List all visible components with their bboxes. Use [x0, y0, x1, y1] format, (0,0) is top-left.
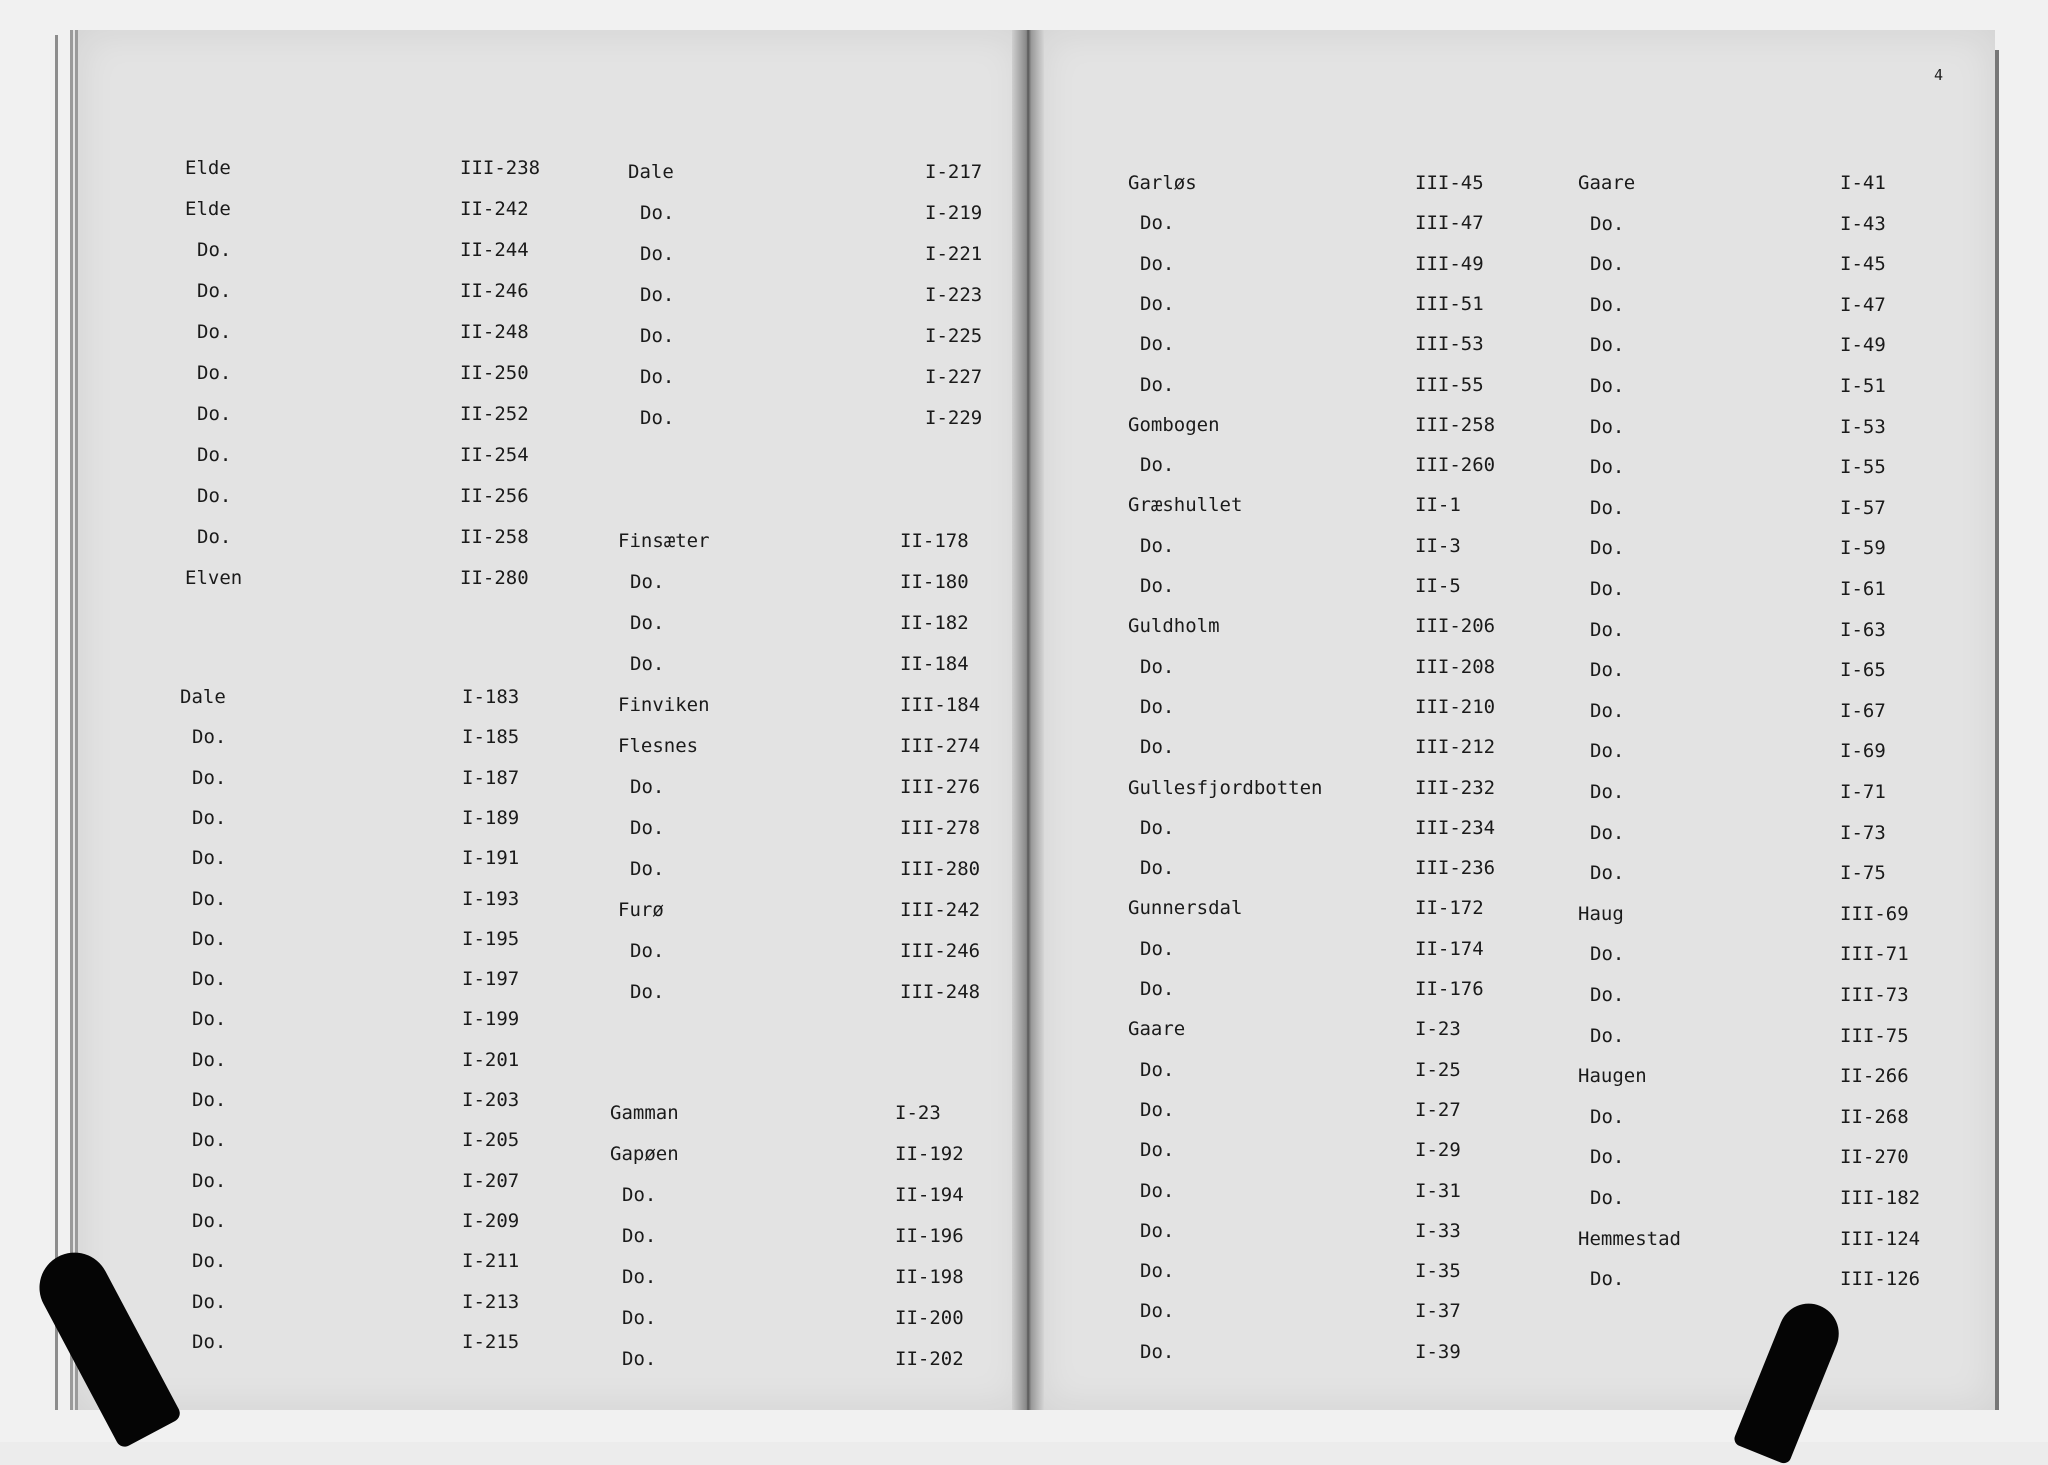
- entry-reference: III-55: [1415, 374, 1484, 396]
- entry-place: Finviken: [618, 694, 710, 716]
- entry-reference: III-184: [900, 694, 981, 716]
- entry-place: Do.: [192, 847, 227, 869]
- entry-place: Do.: [630, 571, 665, 593]
- entry-place: Do.: [1140, 1099, 1175, 1121]
- entry-reference: I-223: [925, 284, 983, 306]
- entry-place: Do.: [640, 407, 675, 429]
- entry-reference: I-39: [1415, 1341, 1461, 1363]
- entry-reference: III-232: [1415, 777, 1496, 799]
- entry-place: Do.: [1590, 1187, 1625, 1209]
- entry-reference: I-53: [1840, 416, 1886, 438]
- entry-place: Do.: [1590, 416, 1625, 438]
- entry-reference: I-207: [462, 1170, 520, 1192]
- entry-place: Do.: [192, 928, 227, 950]
- entry-reference: I-63: [1840, 619, 1886, 641]
- entry-reference: I-51: [1840, 375, 1886, 397]
- entry-reference: I-45: [1840, 253, 1886, 275]
- entry-reference: I-67: [1840, 700, 1886, 722]
- entry-reference: I-69: [1840, 740, 1886, 762]
- entry-reference: III-47: [1415, 212, 1484, 234]
- entry-reference: II-280: [460, 567, 529, 589]
- entry-place: Haug: [1578, 903, 1624, 925]
- entry-reference: I-75: [1840, 862, 1886, 884]
- entry-reference: III-182: [1840, 1187, 1921, 1209]
- entry-reference: I-221: [925, 243, 983, 265]
- entry-reference: III-234: [1415, 817, 1496, 839]
- entry-place: Do.: [622, 1307, 657, 1329]
- entry-place: Do.: [1140, 656, 1175, 678]
- entry-place: Do.: [1140, 817, 1175, 839]
- entry-reference: III-236: [1415, 857, 1496, 879]
- entry-place: Do.: [192, 1008, 227, 1030]
- entry-reference: III-206: [1415, 615, 1496, 637]
- entry-reference: I-49: [1840, 334, 1886, 356]
- entry-reference: III-71: [1840, 943, 1909, 965]
- entry-reference: I-199: [462, 1008, 520, 1030]
- entry-place: Do.: [1140, 1059, 1175, 1081]
- entry-reference: II-1: [1415, 494, 1461, 516]
- entry-reference: I-213: [462, 1291, 520, 1313]
- entry-place: Do.: [1590, 700, 1625, 722]
- entry-place: Do.: [622, 1348, 657, 1370]
- entry-place: Do.: [1140, 978, 1175, 1000]
- entry-reference: I-225: [925, 325, 983, 347]
- entry-place: Do.: [1590, 1268, 1625, 1290]
- entry-reference: III-208: [1415, 656, 1496, 678]
- entry-reference: II-5: [1415, 575, 1461, 597]
- entry-reference: I-25: [1415, 1059, 1461, 1081]
- entry-place: Do.: [1590, 943, 1625, 965]
- entry-reference: II-178: [900, 530, 969, 552]
- entry-reference: III-280: [900, 858, 981, 880]
- entry-place: Gunnersdal: [1128, 897, 1243, 919]
- book-gutter: [1012, 30, 1044, 1410]
- entry-place: Do.: [1590, 984, 1625, 1006]
- entry-place: Do.: [197, 362, 232, 384]
- entry-reference: I-31: [1415, 1180, 1461, 1202]
- entry-reference: I-189: [462, 807, 520, 829]
- entry-place: Do.: [1590, 862, 1625, 884]
- entry-reference: II-244: [460, 239, 529, 261]
- entry-reference: I-73: [1840, 822, 1886, 844]
- entry-place: Elde: [185, 157, 231, 179]
- entry-reference: II-182: [900, 612, 969, 634]
- entry-reference: III-260: [1415, 454, 1496, 476]
- entry-place: Do.: [192, 888, 227, 910]
- entry-reference: I-29: [1415, 1139, 1461, 1161]
- entry-place: Do.: [1140, 535, 1175, 557]
- entry-place: Do.: [197, 280, 232, 302]
- entry-reference: I-65: [1840, 659, 1886, 681]
- entry-reference: II-270: [1840, 1146, 1909, 1168]
- entry-reference: III-276: [900, 776, 981, 798]
- entry-place: Do.: [1590, 456, 1625, 478]
- entry-place: Do.: [640, 202, 675, 224]
- entry-place: Finsæter: [618, 530, 710, 552]
- entry-reference: II-202: [895, 1348, 964, 1370]
- entry-reference: I-209: [462, 1210, 520, 1232]
- entry-place: Flesnes: [618, 735, 699, 757]
- entry-reference: III-248: [900, 981, 981, 1003]
- entry-place: Do.: [192, 807, 227, 829]
- entry-reference: II-268: [1840, 1106, 1909, 1128]
- entry-place: Hemmestad: [1578, 1228, 1681, 1250]
- entry-place: Do.: [1140, 696, 1175, 718]
- entry-reference: II-196: [895, 1225, 964, 1247]
- entry-place: Do.: [1590, 497, 1625, 519]
- entry-place: Do.: [1140, 374, 1175, 396]
- entry-reference: I-219: [925, 202, 983, 224]
- entry-reference: II-200: [895, 1307, 964, 1329]
- entry-reference: II-172: [1415, 897, 1484, 919]
- entry-place: Do.: [1590, 619, 1625, 641]
- entry-place: Do.: [1590, 253, 1625, 275]
- entry-place: Do.: [622, 1184, 657, 1206]
- entry-place: Do.: [1590, 659, 1625, 681]
- entry-place: Do.: [1590, 1106, 1625, 1128]
- entry-reference: II-242: [460, 198, 529, 220]
- entry-reference: III-53: [1415, 333, 1484, 355]
- entry-place: Do.: [197, 485, 232, 507]
- entry-reference: II-246: [460, 280, 529, 302]
- entry-place: Do.: [1590, 294, 1625, 316]
- entry-place: Do.: [192, 1331, 227, 1353]
- entry-reference: III-45: [1415, 172, 1484, 194]
- entry-reference: II-180: [900, 571, 969, 593]
- entry-reference: III-212: [1415, 736, 1496, 758]
- entry-place: Do.: [1140, 454, 1175, 476]
- entry-place: Do.: [1140, 253, 1175, 275]
- entry-reference: I-27: [1415, 1099, 1461, 1121]
- entry-reference: II-256: [460, 485, 529, 507]
- left-page: [70, 30, 1023, 1410]
- entry-place: Do.: [192, 1049, 227, 1071]
- entry-place: Do.: [192, 767, 227, 789]
- entry-reference: III-274: [900, 735, 981, 757]
- entry-reference: I-183: [462, 686, 520, 708]
- entry-place: Do.: [1590, 1146, 1625, 1168]
- entry-place: Do.: [630, 858, 665, 880]
- entry-reference: I-59: [1840, 537, 1886, 559]
- entry-reference: II-248: [460, 321, 529, 343]
- entry-place: Do.: [192, 1210, 227, 1232]
- entry-reference: II-184: [900, 653, 969, 675]
- entry-reference: I-201: [462, 1049, 520, 1071]
- entry-place: Do.: [630, 612, 665, 634]
- entry-place: Gombogen: [1128, 414, 1220, 436]
- entry-reference: III-75: [1840, 1025, 1909, 1047]
- entry-place: Do.: [622, 1225, 657, 1247]
- entry-place: Do.: [192, 968, 227, 990]
- entry-place: Furø: [618, 899, 664, 921]
- entry-place: Do.: [1590, 213, 1625, 235]
- entry-place: Do.: [1590, 578, 1625, 600]
- entry-place: Do.: [1140, 1260, 1175, 1282]
- entry-place: Haugen: [1578, 1065, 1647, 1087]
- entry-reference: I-35: [1415, 1260, 1461, 1282]
- entry-reference: III-278: [900, 817, 981, 839]
- entry-reference: III-73: [1840, 984, 1909, 1006]
- entry-reference: I-205: [462, 1129, 520, 1151]
- entry-place: Græshullet: [1128, 494, 1243, 516]
- left-page-edge: [55, 35, 58, 1410]
- entry-place: Do.: [197, 239, 232, 261]
- entry-reference: I-197: [462, 968, 520, 990]
- entry-place: Do.: [1590, 781, 1625, 803]
- entry-place: Do.: [197, 321, 232, 343]
- entry-reference: III-51: [1415, 293, 1484, 315]
- entry-reference: II-254: [460, 444, 529, 466]
- entry-place: Gaare: [1578, 172, 1636, 194]
- entry-reference: III-49: [1415, 253, 1484, 275]
- entry-place: Do.: [622, 1266, 657, 1288]
- entry-reference: I-43: [1840, 213, 1886, 235]
- entry-reference: I-41: [1840, 172, 1886, 194]
- entry-reference: III-69: [1840, 903, 1909, 925]
- entry-place: Elde: [185, 198, 231, 220]
- entry-reference: I-187: [462, 767, 520, 789]
- entry-reference: I-55: [1840, 456, 1886, 478]
- entry-reference: I-215: [462, 1331, 520, 1353]
- entry-reference: I-37: [1415, 1300, 1461, 1322]
- entry-place: Do.: [1590, 375, 1625, 397]
- entry-reference: I-23: [1415, 1018, 1461, 1040]
- right-page-edge: [1995, 50, 1999, 1410]
- entry-reference: I-229: [925, 407, 983, 429]
- entry-reference: II-258: [460, 526, 529, 548]
- entry-place: Do.: [640, 243, 675, 265]
- entry-place: Gapøen: [610, 1143, 679, 1165]
- entry-place: Do.: [197, 526, 232, 548]
- entry-reference: I-71: [1840, 781, 1886, 803]
- entry-place: Do.: [630, 653, 665, 675]
- entry-reference: I-193: [462, 888, 520, 910]
- page-number: 4: [1934, 66, 1944, 84]
- entry-reference: I-185: [462, 726, 520, 748]
- entry-place: Do.: [630, 981, 665, 1003]
- entry-reference: III-242: [900, 899, 981, 921]
- entry-place: Do.: [192, 1250, 227, 1272]
- entry-place: Do.: [192, 726, 227, 748]
- entry-reference: I-195: [462, 928, 520, 950]
- entry-place: Do.: [1140, 1180, 1175, 1202]
- entry-place: Do.: [1140, 333, 1175, 355]
- entry-place: Do.: [1140, 1220, 1175, 1242]
- entry-reference: I-227: [925, 366, 983, 388]
- entry-place: Do.: [192, 1170, 227, 1192]
- entry-reference: III-126: [1840, 1268, 1921, 1290]
- entry-reference: II-176: [1415, 978, 1484, 1000]
- entry-place: Do.: [640, 325, 675, 347]
- entry-place: Gullesfjordbotten: [1128, 777, 1323, 799]
- entry-reference: II-192: [895, 1143, 964, 1165]
- entry-reference: III-210: [1415, 696, 1496, 718]
- entry-place: Do.: [640, 284, 675, 306]
- entry-place: Do.: [1140, 1300, 1175, 1322]
- entry-place: Do.: [197, 403, 232, 425]
- entry-place: Do.: [192, 1291, 227, 1313]
- entry-place: Do.: [630, 940, 665, 962]
- entry-place: Do.: [630, 776, 665, 798]
- entry-place: Do.: [192, 1129, 227, 1151]
- entry-reference: I-33: [1415, 1220, 1461, 1242]
- entry-reference: I-61: [1840, 578, 1886, 600]
- entry-place: Do.: [1140, 857, 1175, 879]
- entry-place: Do.: [1140, 212, 1175, 234]
- entry-reference: III-238: [460, 157, 541, 179]
- entry-place: Do.: [1140, 293, 1175, 315]
- entry-reference: III-124: [1840, 1228, 1921, 1250]
- entry-reference: I-47: [1840, 294, 1886, 316]
- entry-reference: I-191: [462, 847, 520, 869]
- entry-place: Gaare: [1128, 1018, 1186, 1040]
- entry-place: Do.: [630, 817, 665, 839]
- entry-reference: II-194: [895, 1184, 964, 1206]
- entry-place: Garløs: [1128, 172, 1197, 194]
- entry-place: Do.: [1590, 1025, 1625, 1047]
- entry-place: Guldholm: [1128, 615, 1220, 637]
- entry-place: Elven: [185, 567, 243, 589]
- entry-place: Dale: [628, 161, 674, 183]
- entry-reference: II-174: [1415, 938, 1484, 960]
- entry-reference: II-198: [895, 1266, 964, 1288]
- entry-place: Do.: [1590, 822, 1625, 844]
- entry-place: Do.: [640, 366, 675, 388]
- entry-reference: II-252: [460, 403, 529, 425]
- entry-place: Do.: [1590, 740, 1625, 762]
- entry-place: Do.: [1140, 575, 1175, 597]
- entry-reference: I-23: [895, 1102, 941, 1124]
- entry-place: Do.: [1590, 537, 1625, 559]
- entry-place: Do.: [1140, 938, 1175, 960]
- entry-reference: I-203: [462, 1089, 520, 1111]
- entry-reference: II-250: [460, 362, 529, 384]
- entry-place: Gamman: [610, 1102, 679, 1124]
- entry-place: Do.: [1140, 736, 1175, 758]
- entry-reference: II-3: [1415, 535, 1461, 557]
- entry-reference: I-217: [925, 161, 983, 183]
- entry-place: Do.: [197, 444, 232, 466]
- entry-place: Dale: [180, 686, 226, 708]
- entry-place: Do.: [1140, 1341, 1175, 1363]
- entry-reference: III-258: [1415, 414, 1496, 436]
- entry-reference: I-57: [1840, 497, 1886, 519]
- entry-place: Do.: [1140, 1139, 1175, 1161]
- entry-place: Do.: [1590, 334, 1625, 356]
- entry-reference: III-246: [900, 940, 981, 962]
- entry-reference: I-211: [462, 1250, 520, 1272]
- entry-place: Do.: [192, 1089, 227, 1111]
- entry-reference: II-266: [1840, 1065, 1909, 1087]
